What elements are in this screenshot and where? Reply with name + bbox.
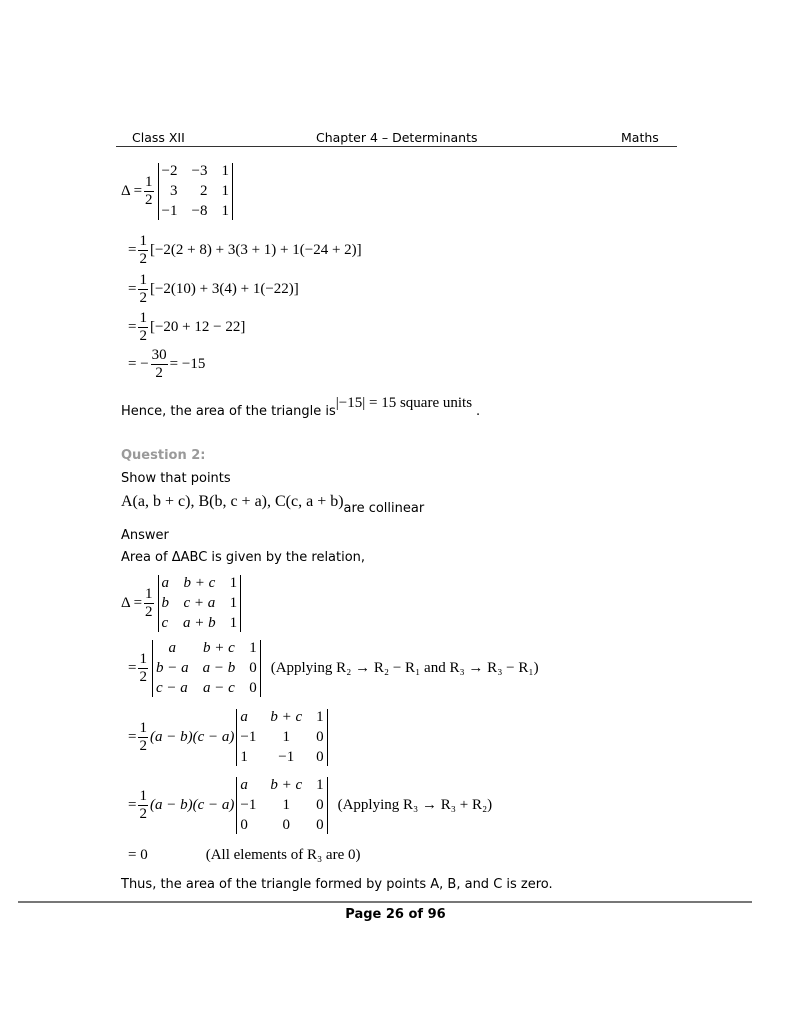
delta-prefix: Δ =: [121, 183, 143, 199]
determinant-d: a b + c 1 −1 1 0 0 0 0: [236, 777, 327, 834]
fraction-half: $\frac{1}{2}$: [145, 174, 153, 208]
equation-det-a: Δ = $\frac{1}{2}$ a b + c 1 b c + a 1 c a + b 1: [121, 575, 243, 632]
equation-zero: = 0 (All elements of R₃ are 0): [128, 847, 361, 863]
final-conclusion: Thus, the area of the triangle formed by points A, B, and C is zero.: [121, 877, 553, 892]
fraction-half: $\frac{1}{2}$: [139, 272, 147, 306]
header-class: Class XII: [132, 130, 185, 145]
factor: (a − b)(c − a): [149, 797, 235, 813]
page-number: Page 26 of 96: [345, 907, 446, 922]
conclusion-math: |−15| = 15 square units: [335, 395, 473, 411]
header-chapter: Chapter 4 – Determinants: [316, 130, 478, 145]
note-zero: (All elements of R₃ are 0): [205, 847, 361, 863]
factor: (a − b)(c − a): [149, 729, 235, 745]
fraction-thirty-halves: $\frac{30}{2}$: [151, 347, 167, 381]
determinant-c: a b + c 1 −1 1 0 1 −1 0: [236, 709, 327, 766]
equation-det-c: = $\frac{1}{2}$ (a − b)(c − a) a b + c 1 −1 1 0 1 −1 0: [128, 709, 330, 766]
question-points: A(a, b + c), B(b, c + a), C(c, a + b)are collinear: [121, 493, 425, 516]
conclusion-area: Hence, the area of the triangle is|−15| = 15 square units.: [121, 395, 481, 419]
points-math: A(a, b + c), B(b, c + a), C(c, a + b): [121, 493, 344, 510]
equation-delta-det1: [121, 163, 235, 220]
equation-step4: = − $\frac{30}{2}$ = −15: [128, 347, 206, 381]
question-prompt: Show that points: [121, 471, 231, 486]
determinant-1: −2 −3 1 3 2 1 −1 −8 1: [158, 163, 233, 220]
fraction-half: $\frac{1}{2}$: [139, 788, 147, 822]
relation-text: Area of ΔABC is given by the relation,: [121, 550, 366, 565]
note-row-ops-2: (Applying R₃ → R₃ + R₂): [337, 797, 493, 813]
equation-det-d: = $\frac{1}{2}$ (a − b)(c − a) a b + c 1 −1 1 0 0 0 0 (Applying R₃ → R₃ + R₂): [128, 777, 493, 833]
fraction-half: $\frac{1}{2}$: [139, 233, 147, 267]
answer-label: Answer: [121, 528, 169, 543]
fraction-half: $\frac{1}{2}$: [139, 651, 147, 685]
determinant-b: a b + c 1 b − a a − b 0 c − a a − c 0: [152, 640, 261, 697]
determinant-a: a b + c 1 b c + a 1 c a + b 1: [158, 575, 242, 632]
header-divider: [116, 146, 677, 147]
footer-divider: [18, 901, 752, 903]
fraction-half: $\frac{1}{2}$: [139, 720, 147, 754]
equation-step3: = $\frac{1}{2}$ [−20 + 12 − 22]: [128, 310, 246, 344]
header-subject: Maths: [621, 130, 659, 145]
equation-step1: = $\frac{1}{2}$ [−2(2 + 8) + 3(3 + 1) + 1(−24 + 2)]: [128, 233, 362, 267]
fraction-half: $\frac{1}{2}$: [145, 586, 153, 620]
fraction-half: $\frac{1}{2}$: [139, 310, 147, 344]
equation-det-b: = $\frac{1}{2}$ a b + c 1 b − a a − b 0 c − a a − c 0 (Applying R₂ → R₂ − R₁ and R₃ → R₃ − R₁): [128, 640, 539, 696]
note-row-ops-1: (Applying R₂ → R₂ − R₁ and R₃ → R₃ − R₁): [270, 660, 539, 676]
question-heading: Question 2:: [121, 448, 206, 463]
equation-step2: = $\frac{1}{2}$ [−2(10) + 3(4) + 1(−22)]: [128, 272, 299, 306]
